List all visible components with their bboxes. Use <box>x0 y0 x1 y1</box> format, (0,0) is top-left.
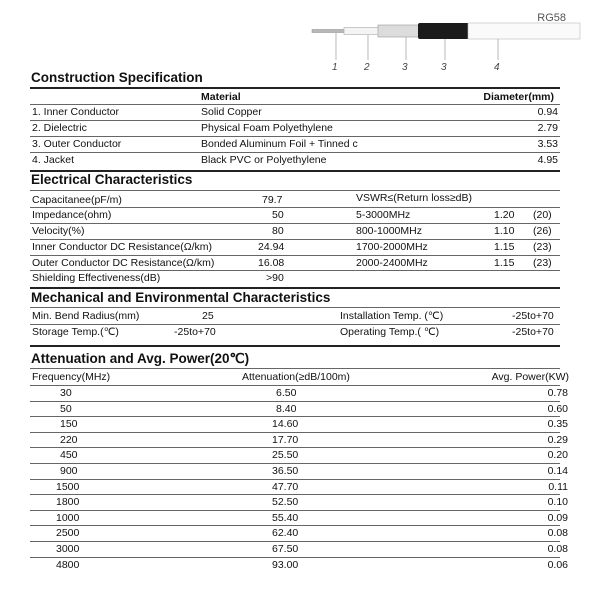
attenuation-frequency: 3000 <box>56 543 80 555</box>
attenuation-power: 0.14 <box>547 465 568 477</box>
construction-part: 3. Outer Conductor <box>32 138 122 150</box>
vswr-value: 1.20 <box>494 209 515 221</box>
attenuation-power: 0.78 <box>547 387 568 399</box>
vswr-return-loss: (23) <box>533 241 552 253</box>
attenuation-value: 55.40 <box>272 511 299 524</box>
construction-diameter: 2.79 <box>537 122 558 134</box>
cable-part-label-3b: 3 <box>441 62 447 73</box>
mechanical-title: Mechanical and Environmental Characteristics <box>31 290 331 305</box>
electrical-label: Outer Conductor DC Resistance(Ω/km) <box>32 257 215 269</box>
attenuation-value: 14.60 <box>272 418 299 431</box>
cable-part-label-2: 2 <box>364 62 370 73</box>
vswr-band: 800-1000MHz <box>356 225 422 237</box>
attenuation-value: 93.00 <box>272 558 299 571</box>
attenuation-frequency: 1500 <box>56 480 80 493</box>
electrical-value: 16.08 <box>258 257 285 269</box>
vswr-return-loss: (20) <box>533 209 552 221</box>
attenuation-power: 0.08 <box>547 527 568 540</box>
attenuation-power: 0.11 <box>548 480 568 493</box>
construction-title: Construction Specification <box>31 70 203 85</box>
cable-part-label-1: 1 <box>332 62 338 73</box>
electrical-value: >90 <box>266 272 284 284</box>
construction-part: 4. Jacket <box>32 154 75 166</box>
electrical-value: 24.94 <box>258 241 285 253</box>
attenuation-value: 17.70 <box>272 433 299 446</box>
attenuation-value: 25.50 <box>272 449 299 462</box>
attenuation-header-attenuation: Attenuation(≥dB/100m) <box>242 371 350 383</box>
construction-header-diameter: Diameter(mm) <box>483 91 554 103</box>
attenuation-frequency: 220 <box>60 433 78 446</box>
construction-material: Bonded Aluminum Foil + Tinned c <box>201 138 358 150</box>
electrical-label: Velocity(%) <box>32 225 85 237</box>
attenuation-value: 62.40 <box>272 527 299 540</box>
attenuation-frequency: 450 <box>60 449 78 462</box>
attenuation-value: 36.50 <box>272 465 299 477</box>
vswr-band: 2000-2400MHz <box>356 257 428 269</box>
vswr-band: 1700-2000MHz <box>356 241 428 253</box>
attenuation-frequency: 4800 <box>56 558 80 571</box>
electrical-label: Shielding Effectiveness(dB) <box>32 272 161 284</box>
construction-material: Solid Copper <box>201 106 262 118</box>
attenuation-frequency: 50 <box>60 402 72 415</box>
vswr-value: 1.15 <box>494 241 515 253</box>
construction-diameter: 4.95 <box>537 154 558 166</box>
attenuation-value: 6.50 <box>276 387 297 399</box>
attenuation-frequency: 150 <box>60 418 78 431</box>
attenuation-power: 0.08 <box>547 543 568 555</box>
vswr-return-loss: (26) <box>533 225 552 237</box>
cable-model-label: RG58 <box>537 12 566 24</box>
construction-part: 1. Inner Conductor <box>32 106 119 118</box>
attenuation-power: 0.10 <box>547 496 568 509</box>
cable-part-label-4: 4 <box>494 62 500 73</box>
attenuation-frequency: 1000 <box>56 511 80 524</box>
attenuation-value: 52.50 <box>272 496 299 509</box>
attenuation-frequency: 30 <box>60 387 72 399</box>
vswr-return-loss: (23) <box>533 257 552 269</box>
electrical-value: 79.7 <box>262 194 283 206</box>
attenuation-title: Attenuation and Avg. Power(20℃) <box>31 351 250 366</box>
cable-part-label-3a: 3 <box>402 62 408 73</box>
attenuation-power: 0.20 <box>547 449 568 462</box>
attenuation-value: 47.70 <box>272 480 299 493</box>
construction-part: 2. Dielectric <box>32 122 87 134</box>
cable-illustration <box>300 0 600 80</box>
attenuation-frequency: 900 <box>60 465 78 477</box>
attenuation-frequency: 1800 <box>56 496 80 509</box>
attenuation-frequency: 2500 <box>56 527 80 540</box>
mechanical-value: 25 <box>202 310 214 322</box>
attenuation-value: 67.50 <box>272 543 299 555</box>
vswr-band: 5-3000MHz <box>356 209 411 221</box>
construction-diameter: 3.53 <box>537 138 558 150</box>
mechanical-label: Min. Bend Radius(mm) <box>32 310 140 322</box>
electrical-label: Impedance(ohm) <box>32 209 112 221</box>
attenuation-header-power: Avg. Power(KW) <box>491 371 569 383</box>
attenuation-power: 0.35 <box>547 418 568 431</box>
attenuation-power: 0.60 <box>547 402 568 415</box>
attenuation-power: 0.09 <box>547 511 568 524</box>
mechanical-label: Installation Temp. (℃) <box>340 310 444 322</box>
attenuation-power: 0.29 <box>547 433 568 446</box>
construction-material: Physical Foam Polyethylene <box>201 122 333 134</box>
electrical-label: Inner Conductor DC Resistance(Ω/km) <box>32 241 212 253</box>
construction-material: Black PVC or Polyethylene <box>201 154 327 166</box>
mechanical-value: -25to+70 <box>512 326 554 338</box>
attenuation-power: 0.06 <box>547 558 568 571</box>
mechanical-value: -25to+70 <box>174 326 216 338</box>
vswr-value: 1.10 <box>494 225 515 237</box>
construction-header-material: Material <box>201 91 241 103</box>
electrical-label: Capacitanee(pF/m) <box>32 194 122 206</box>
vswr-value: 1.15 <box>494 257 515 269</box>
electrical-value: 80 <box>272 225 284 237</box>
attenuation-value: 8.40 <box>276 402 297 415</box>
mechanical-label: Operating Temp.( ℃) <box>340 326 440 338</box>
vswr-title: VSWR≤(Return loss≥dB) <box>356 192 472 204</box>
attenuation-header-frequency: Frequency(MHz) <box>32 371 111 383</box>
mechanical-value: -25to+70 <box>512 310 554 322</box>
mechanical-label: Storage Temp.(℃) <box>32 326 119 338</box>
electrical-value: 50 <box>272 209 284 221</box>
construction-diameter: 0.94 <box>537 106 558 118</box>
electrical-title: Electrical Characteristics <box>31 172 193 187</box>
